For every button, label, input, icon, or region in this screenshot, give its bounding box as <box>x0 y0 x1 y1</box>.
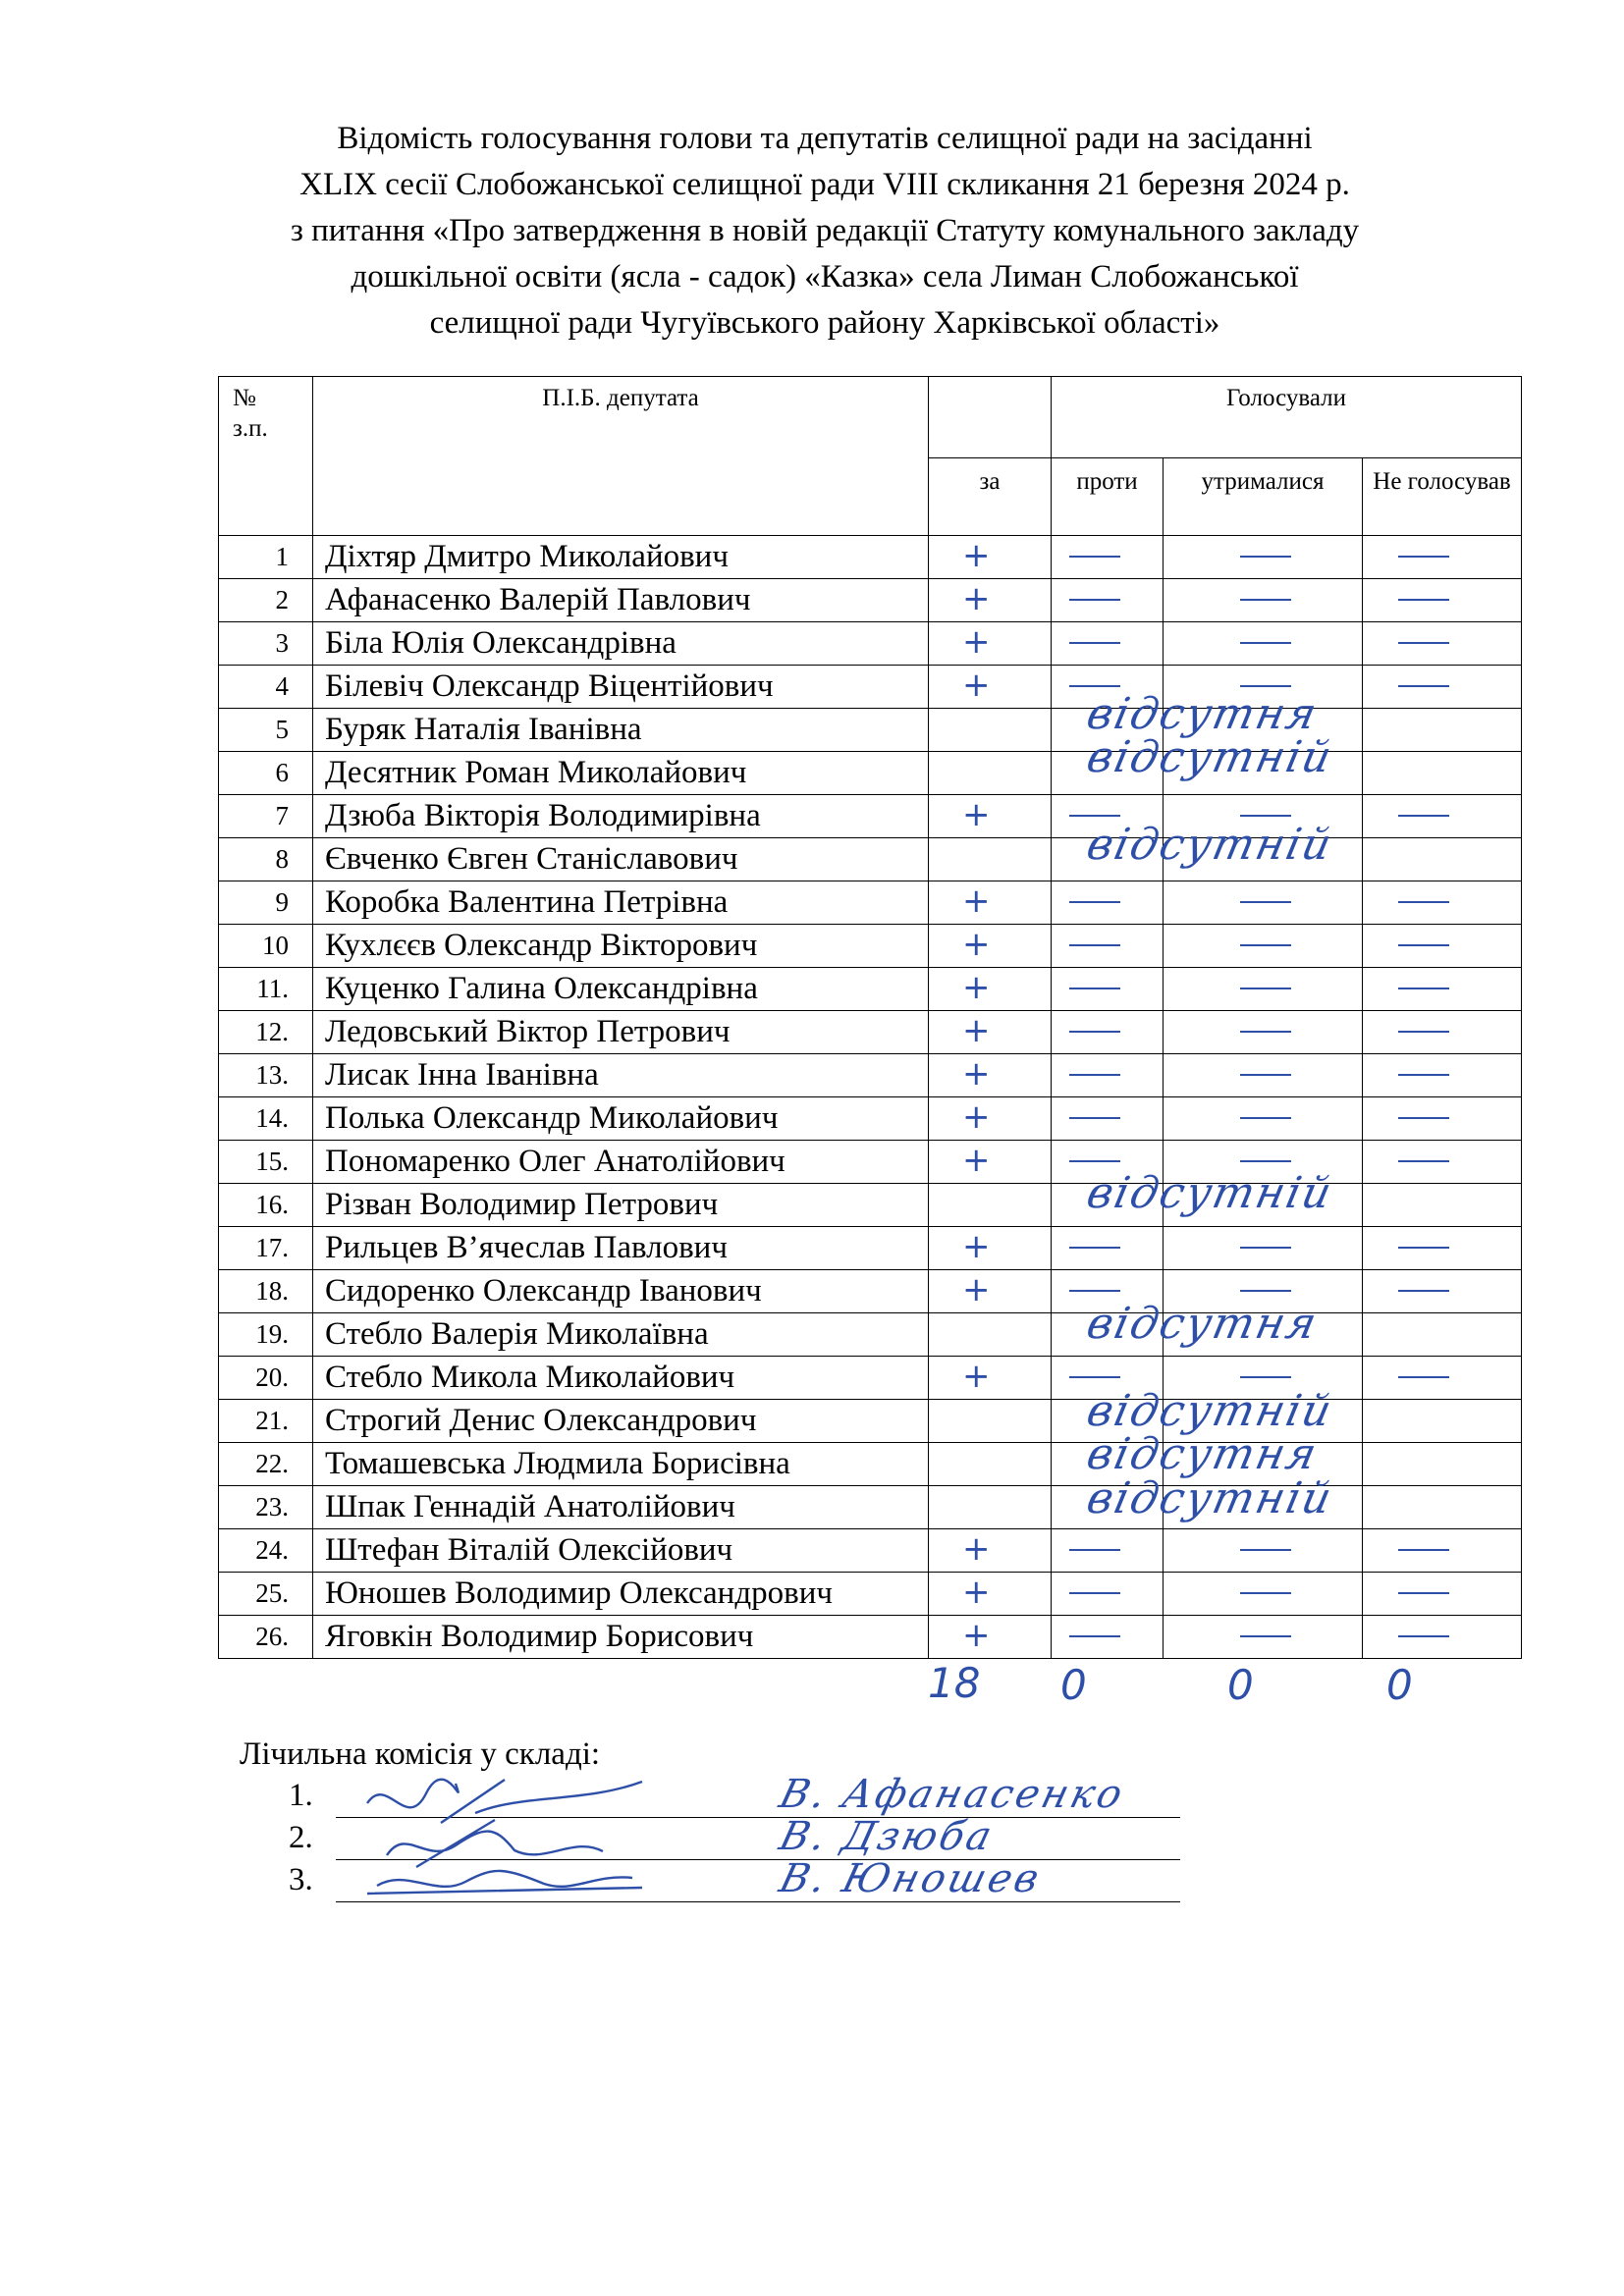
vote-abstain-cell <box>1164 1529 1363 1573</box>
header-name: П.І.Б. депутата <box>313 377 929 536</box>
row-number: 10 <box>219 925 313 968</box>
vote-for-cell <box>929 1011 1052 1054</box>
deputy-name: Юношев Володимир Олександрович <box>313 1573 929 1616</box>
deputy-name: Рильцев В’ячеслав Павлович <box>313 1227 929 1270</box>
dash-mark <box>1398 944 1449 946</box>
table-row <box>219 925 1522 968</box>
vote-abstain-cell <box>1164 881 1363 925</box>
absent-note: відсутній <box>1082 819 1338 870</box>
plus-mark: + <box>962 925 991 964</box>
row-number: 15. <box>219 1141 313 1184</box>
deputy-name: Томашевська Людмила Борисівна <box>313 1443 929 1486</box>
header-abstain: утрималися <box>1164 458 1363 536</box>
header-against: проти <box>1052 458 1164 536</box>
vote-for-cell <box>929 795 1052 838</box>
deputy-name: Яговкін Володимир Борисович <box>313 1616 929 1659</box>
vote-novote-cell <box>1363 1184 1522 1227</box>
absent-note: відсутній <box>1082 1472 1338 1523</box>
vote-for-cell <box>929 838 1052 881</box>
dash-mark <box>1240 556 1291 558</box>
row-number: 11. <box>219 968 313 1011</box>
row-number: 14. <box>219 1097 313 1141</box>
vote-abstain-cell <box>1164 1573 1363 1616</box>
header-novote: Не голосував <box>1363 458 1522 536</box>
vote-against-cell <box>1052 1616 1164 1659</box>
plus-mark: + <box>962 1011 991 1050</box>
row-number: 12. <box>219 1011 313 1054</box>
deputy-name: Сидоренко Олександр Іванович <box>313 1270 929 1313</box>
dash-mark <box>1398 1074 1449 1076</box>
dash-mark <box>1398 1592 1449 1594</box>
dash-mark <box>1069 1376 1120 1378</box>
deputy-name: Афанасенко Валерій Павлович <box>313 579 929 622</box>
vote-novote-cell <box>1363 666 1522 709</box>
plus-mark: + <box>962 881 991 921</box>
commission-line-2 <box>285 1814 1267 1863</box>
vote-novote-cell <box>1363 925 1522 968</box>
vote-against-cell <box>1052 925 1164 968</box>
dash-mark <box>1069 988 1120 989</box>
table-row <box>219 1573 1522 1616</box>
vote-against-cell <box>1052 1227 1164 1270</box>
row-number: 18. <box>219 1270 313 1313</box>
vote-abstain-cell <box>1164 536 1363 579</box>
row-number: 16. <box>219 1184 313 1227</box>
row-number: 17. <box>219 1227 313 1270</box>
vote-novote-cell <box>1363 1097 1522 1141</box>
vote-for-cell <box>929 1616 1052 1659</box>
dash-mark <box>1069 1290 1120 1292</box>
commission-title: Лічильна комісія у складі: <box>240 1736 601 1772</box>
dash-mark <box>1398 599 1449 601</box>
dash-mark <box>1398 1635 1449 1637</box>
dash-mark <box>1240 1592 1291 1594</box>
dash-mark <box>1398 1117 1449 1119</box>
table-row <box>219 1011 1522 1054</box>
row-number: 1 <box>219 536 313 579</box>
deputy-name: Штефан Віталій Олексійович <box>313 1529 929 1573</box>
vote-for-cell <box>929 1270 1052 1313</box>
table-row <box>219 1616 1522 1659</box>
row-number: 7 <box>219 795 313 838</box>
dash-mark <box>1240 685 1291 687</box>
vote-for-cell <box>929 709 1052 752</box>
dash-mark <box>1069 642 1120 644</box>
dash-mark <box>1240 988 1291 989</box>
title-line-5: селищної ради Чугуївського району Харківської області» <box>429 305 1220 341</box>
deputy-name: Десятник Роман Миколайович <box>313 752 929 795</box>
dash-mark <box>1240 1247 1291 1249</box>
deputy-name: Ледовський Віктор Петрович <box>313 1011 929 1054</box>
dash-mark <box>1240 599 1291 601</box>
vote-novote-cell <box>1363 579 1522 622</box>
dash-mark <box>1240 1031 1291 1033</box>
vote-totals <box>0 1659 1624 1718</box>
deputy-name: Лисак Інна Іванівна <box>313 1054 929 1097</box>
total-against: 0 <box>1060 1661 1087 1709</box>
vote-novote-cell <box>1363 622 1522 666</box>
dash-mark <box>1398 988 1449 989</box>
vote-novote-cell <box>1363 1486 1522 1529</box>
dash-mark <box>1069 815 1120 817</box>
dash-mark <box>1240 815 1291 817</box>
vote-abstain-cell <box>1164 1011 1363 1054</box>
absent-note: відсутній <box>1082 732 1338 782</box>
dash-mark <box>1069 1549 1120 1551</box>
vote-abstain-cell <box>1164 1097 1363 1141</box>
commission-number: 1. <box>289 1778 313 1813</box>
table-row <box>219 1054 1522 1097</box>
header-empty <box>929 377 1052 458</box>
vote-for-cell <box>929 1486 1052 1529</box>
dash-mark <box>1240 642 1291 644</box>
deputy-name: Коробка Валентина Петрівна <box>313 881 929 925</box>
plus-mark: + <box>962 536 991 575</box>
vote-against-cell <box>1052 536 1164 579</box>
vote-abstain-cell <box>1164 622 1363 666</box>
vote-for-cell <box>929 536 1052 579</box>
plus-mark: + <box>962 1097 991 1137</box>
vote-for-cell <box>929 1529 1052 1573</box>
vote-novote-cell <box>1363 1529 1522 1573</box>
dash-mark <box>1240 1290 1291 1292</box>
vote-novote-cell <box>1363 752 1522 795</box>
vote-novote-cell <box>1363 1270 1522 1313</box>
absent-note: відсутня <box>1082 1429 1323 1480</box>
dash-mark <box>1398 815 1449 817</box>
table-row <box>219 968 1522 1011</box>
dash-mark <box>1398 1160 1449 1162</box>
vote-for-cell <box>929 1227 1052 1270</box>
deputy-name: Дзюба Вікторія Володимирівна <box>313 795 929 838</box>
vote-novote-cell <box>1363 536 1522 579</box>
plus-mark: + <box>962 579 991 618</box>
dash-mark <box>1069 944 1120 946</box>
vote-abstain-cell <box>1164 1054 1363 1097</box>
dash-mark <box>1398 1247 1449 1249</box>
dash-mark <box>1398 556 1449 558</box>
plus-mark: + <box>962 795 991 834</box>
dash-mark <box>1069 1635 1120 1637</box>
commission-number: 2. <box>289 1820 313 1855</box>
vote-for-cell <box>929 1141 1052 1184</box>
vote-novote-cell <box>1363 1313 1522 1357</box>
deputy-name: Стебло Валерія Миколаївна <box>313 1313 929 1357</box>
vote-for-cell <box>929 1573 1052 1616</box>
row-number: 3 <box>219 622 313 666</box>
plus-mark: + <box>962 968 991 1007</box>
dash-mark <box>1398 901 1449 903</box>
commission-number: 3. <box>289 1862 313 1897</box>
vote-novote-cell <box>1363 838 1522 881</box>
row-number: 26. <box>219 1616 313 1659</box>
total-novote: 0 <box>1386 1661 1413 1709</box>
vote-novote-cell <box>1363 968 1522 1011</box>
table-row <box>219 1270 1522 1313</box>
dash-mark <box>1398 642 1449 644</box>
dash-mark <box>1069 599 1120 601</box>
voting-table <box>218 376 1522 1659</box>
vote-for-cell <box>929 752 1052 795</box>
vote-abstain-cell <box>1164 1227 1363 1270</box>
dash-mark <box>1069 1031 1120 1033</box>
vote-for-cell <box>929 1357 1052 1400</box>
commission-name: В. Юношев <box>775 1856 1047 1901</box>
plus-mark: + <box>962 1227 991 1266</box>
commission-name: В. Афанасенко <box>775 1772 1130 1817</box>
dash-mark <box>1398 1376 1449 1378</box>
dash-mark <box>1069 1247 1120 1249</box>
table-row <box>219 536 1522 579</box>
vote-for-cell <box>929 925 1052 968</box>
row-number: 8 <box>219 838 313 881</box>
deputy-name: Кухлєєв Олександр Вікторович <box>313 925 929 968</box>
vote-novote-cell <box>1363 1357 1522 1400</box>
vote-for-cell <box>929 1054 1052 1097</box>
vote-abstain-cell <box>1164 968 1363 1011</box>
vote-against-cell <box>1052 968 1164 1011</box>
table-row <box>219 1097 1522 1141</box>
dash-mark <box>1240 1376 1291 1378</box>
deputy-name: Буряк Наталія Іванівна <box>313 709 929 752</box>
plus-mark: + <box>962 1529 991 1569</box>
title-line-3: з питання «Про затвердження в новій редакції Статуту комунального закладу <box>290 213 1360 248</box>
dash-mark <box>1398 1031 1449 1033</box>
vote-novote-cell <box>1363 1616 1522 1659</box>
vote-novote-cell <box>1363 795 1522 838</box>
dash-mark <box>1240 1117 1291 1119</box>
deputy-name: Стебло Микола Миколайович <box>313 1357 929 1400</box>
vote-for-cell <box>929 1097 1052 1141</box>
row-number: 20. <box>219 1357 313 1400</box>
plus-mark: + <box>962 622 991 662</box>
row-number: 22. <box>219 1443 313 1486</box>
table-row <box>219 666 1522 709</box>
row-number: 13. <box>219 1054 313 1097</box>
absent-note: відсутній <box>1082 1386 1338 1436</box>
deputy-name: Різван Володимир Петрович <box>313 1184 929 1227</box>
vote-novote-cell <box>1363 1443 1522 1486</box>
row-number: 2 <box>219 579 313 622</box>
row-number: 21. <box>219 1400 313 1443</box>
row-number: 6 <box>219 752 313 795</box>
absent-note: відсутній <box>1082 1168 1338 1218</box>
plus-mark: + <box>962 1141 991 1180</box>
dash-mark <box>1398 1549 1449 1551</box>
header-voted: Голосували <box>1052 377 1522 458</box>
row-number: 25. <box>219 1573 313 1616</box>
plus-mark: + <box>962 1573 991 1612</box>
dash-mark <box>1240 1635 1291 1637</box>
vote-novote-cell <box>1363 709 1522 752</box>
total-for: 18 <box>928 1659 981 1707</box>
vote-for-cell <box>929 666 1052 709</box>
vote-for-cell <box>929 1313 1052 1357</box>
vote-novote-cell <box>1363 881 1522 925</box>
plus-mark: + <box>962 1270 991 1309</box>
deputy-name: Куценко Галина Олександрівна <box>313 968 929 1011</box>
table-row <box>219 881 1522 925</box>
vote-for-cell <box>929 1400 1052 1443</box>
dash-mark <box>1240 1160 1291 1162</box>
vote-abstain-cell <box>1164 925 1363 968</box>
dash-mark <box>1069 1592 1120 1594</box>
vote-for-cell <box>929 1184 1052 1227</box>
plus-mark: + <box>962 666 991 705</box>
dash-mark <box>1069 901 1120 903</box>
table-row <box>219 1529 1522 1573</box>
vote-novote-cell <box>1363 1400 1522 1443</box>
dash-mark <box>1398 685 1449 687</box>
vote-against-cell <box>1052 881 1164 925</box>
title-line-1: Відомість голосування голови та депутатів селищної ради на засіданні <box>337 121 1313 156</box>
dash-mark <box>1240 944 1291 946</box>
document-title <box>147 116 1502 347</box>
vote-for-cell <box>929 622 1052 666</box>
dash-mark <box>1398 1290 1449 1292</box>
deputy-name: Євченко Євген Станіславович <box>313 838 929 881</box>
commission-line-3 <box>285 1856 1267 1905</box>
deputy-name: Шпак Геннадій Анатолійович <box>313 1486 929 1529</box>
vote-against-cell <box>1052 1011 1164 1054</box>
deputy-name: Полька Олександр Миколайович <box>313 1097 929 1141</box>
vote-for-cell <box>929 881 1052 925</box>
deputy-name: Строгий Денис Олександрович <box>313 1400 929 1443</box>
deputy-name: Біла Юлія Олександрівна <box>313 622 929 666</box>
deputy-name: Пономаренко Олег Анатолійович <box>313 1141 929 1184</box>
row-number: 9 <box>219 881 313 925</box>
vote-novote-cell <box>1363 1573 1522 1616</box>
commission-line-1 <box>285 1772 1267 1821</box>
dash-mark <box>1069 556 1120 558</box>
table-row <box>219 1227 1522 1270</box>
signature-3 <box>348 1858 721 1913</box>
vote-for-cell <box>929 579 1052 622</box>
total-abstain: 0 <box>1227 1661 1254 1709</box>
dash-mark <box>1240 1549 1291 1551</box>
dash-mark <box>1069 1117 1120 1119</box>
dash-mark <box>1069 685 1120 687</box>
vote-against-cell <box>1052 1529 1164 1573</box>
vote-novote-cell <box>1363 1054 1522 1097</box>
dash-mark <box>1069 1074 1120 1076</box>
row-number: 23. <box>219 1486 313 1529</box>
header-number: № з.п. <box>219 377 313 536</box>
title-line-4: дошкільної освіти (ясла - садок) «Казка» села Лиман Слобожанської <box>351 259 1299 294</box>
dash-mark <box>1069 1160 1120 1162</box>
header-for: за <box>929 458 1052 536</box>
absent-note: відсутня <box>1082 688 1323 739</box>
vote-novote-cell <box>1363 1011 1522 1054</box>
row-number: 4 <box>219 666 313 709</box>
vote-novote-cell <box>1363 1141 1522 1184</box>
vote-against-cell <box>1052 1573 1164 1616</box>
deputy-name: Білевіч Олександр Віцентійович <box>313 666 929 709</box>
row-number: 24. <box>219 1529 313 1573</box>
vote-for-cell <box>929 968 1052 1011</box>
vote-against-cell <box>1052 622 1164 666</box>
table-row <box>219 579 1522 622</box>
vote-against-cell <box>1052 579 1164 622</box>
vote-for-cell <box>929 1443 1052 1486</box>
absent-note: відсутня <box>1082 1299 1323 1350</box>
vote-against-cell <box>1052 1097 1164 1141</box>
vote-abstain-cell <box>1164 1616 1363 1659</box>
row-number: 5 <box>219 709 313 752</box>
deputy-name: Діхтяр Дмитро Миколайович <box>313 536 929 579</box>
row-number: 19. <box>219 1313 313 1357</box>
table-row <box>219 1313 1522 1357</box>
table-row <box>219 622 1522 666</box>
title-line-2: XLIX сесії Слобожанської селищної ради VIII скликання 21 березня 2024 р. <box>299 167 1350 202</box>
dash-mark <box>1240 1074 1291 1076</box>
vote-novote-cell <box>1363 1227 1522 1270</box>
plus-mark: + <box>962 1357 991 1396</box>
commission-name: В. Дзюба <box>775 1814 1000 1859</box>
plus-mark: + <box>962 1054 991 1094</box>
vote-against-cell <box>1052 1054 1164 1097</box>
dash-mark <box>1240 901 1291 903</box>
vote-abstain-cell <box>1164 579 1363 622</box>
plus-mark: + <box>962 1616 991 1655</box>
